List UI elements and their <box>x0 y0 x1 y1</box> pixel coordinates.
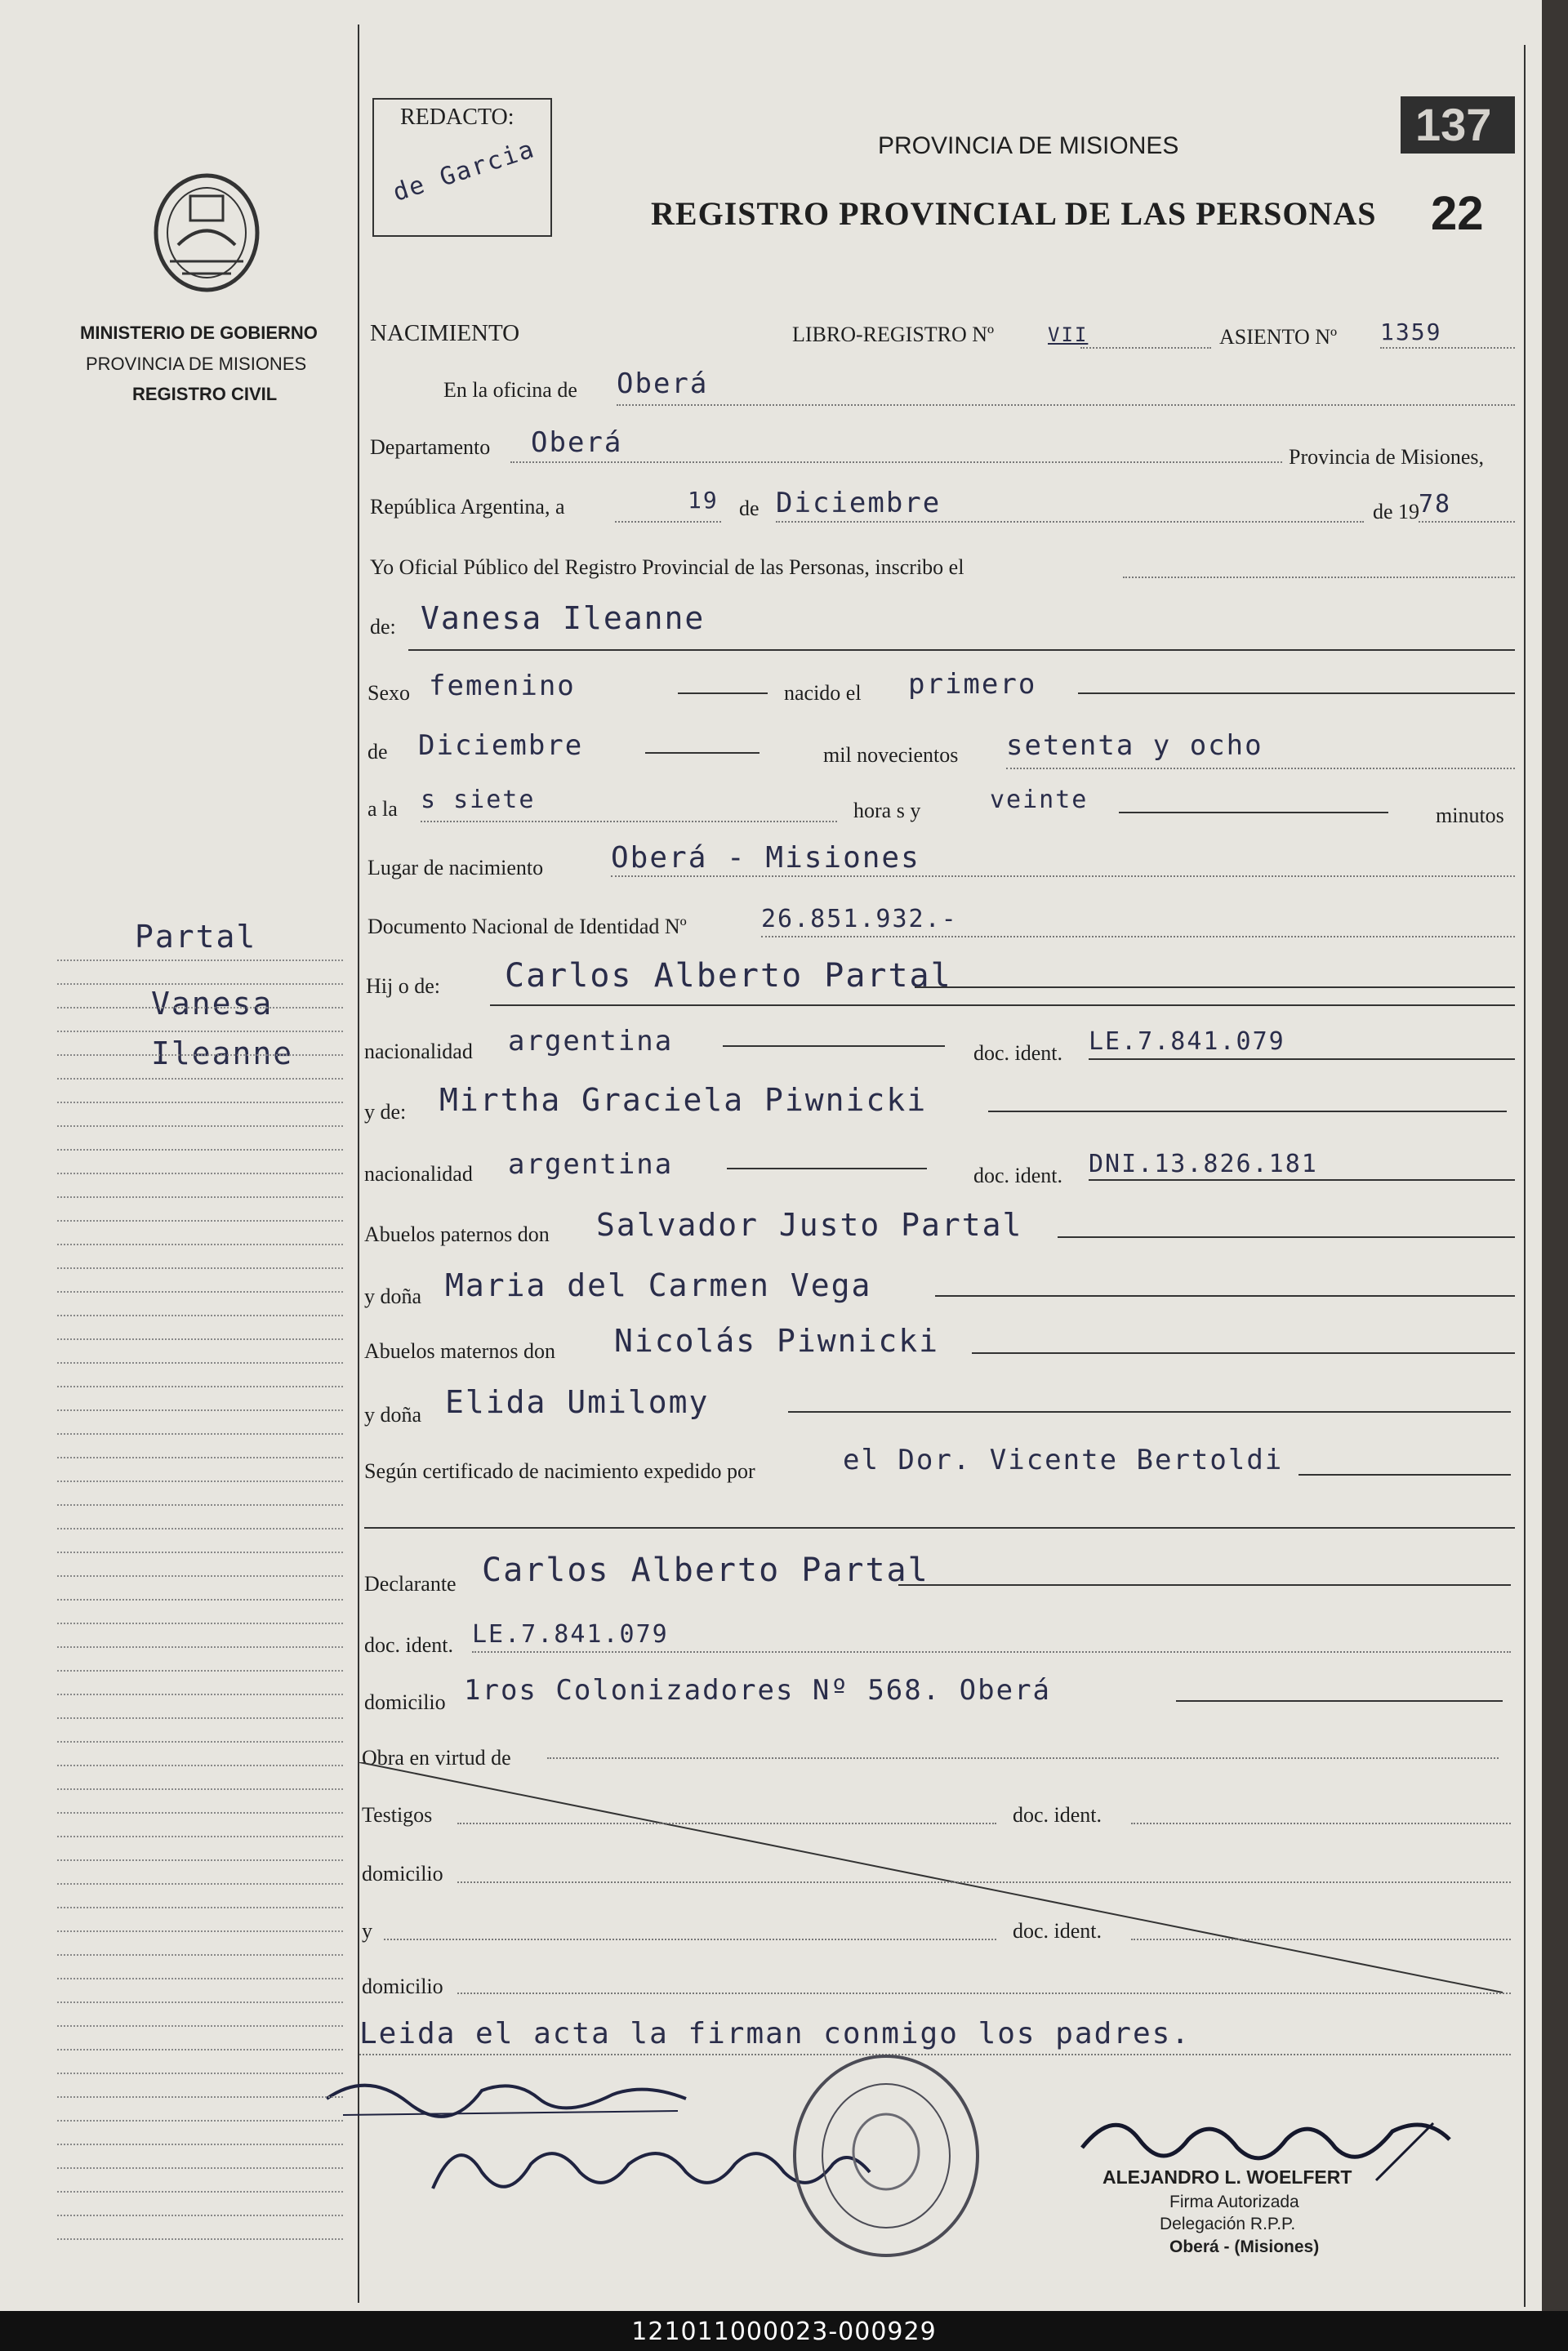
margin-ruled-line <box>57 1717 343 1719</box>
stamp-number: 137 <box>1415 99 1492 150</box>
anio-label: de 19 <box>1373 500 1420 523</box>
margin-ruled-line <box>57 1054 343 1056</box>
republica-label: República Argentina, a <box>370 495 565 519</box>
province-line: PROVINCIA DE MISIONES <box>86 354 307 374</box>
margin-ruled-line <box>57 1149 343 1151</box>
yo-oficial-text: Yo Oficial Público del Registro Provincial de las Personas, inscribo el <box>370 555 964 579</box>
horas-label: hora s y <box>853 799 921 822</box>
anio-value: 78 <box>1419 490 1452 519</box>
dni-label: Documento Nacional de Identidad Nº <box>368 915 687 938</box>
asiento-value: 1359 <box>1380 318 1442 345</box>
official-delegacion: Delegación R.P.P. <box>1160 2215 1296 2233</box>
father-signature <box>318 2066 694 2131</box>
margin-ruled-line <box>57 1954 343 1956</box>
ab-pat-value: Salvador Justo Partal <box>596 1207 1023 1243</box>
declarante-value: Carlos Alberto Partal <box>482 1552 929 1589</box>
margin-ruled-line <box>57 2025 343 2027</box>
redacto-signature: de Garcia <box>390 134 539 208</box>
test-dom-label: domicilio <box>362 1862 443 1886</box>
doc-padre-label: doc. ident. <box>973 1041 1063 1065</box>
margin-ruled-line <box>57 2001 343 2003</box>
de-label: de <box>739 496 760 520</box>
ab-mat-value: Nicolás Piwnicki <box>614 1323 940 1359</box>
redacto-box <box>372 98 552 237</box>
margin-ruled-line <box>57 1457 343 1458</box>
ala-label: a la <box>368 797 398 821</box>
margin-ruled-line <box>57 2073 343 2074</box>
doc-madre-value: DNI.13.826.181 <box>1089 1150 1318 1178</box>
official-name: ALEJANDRO L. WOELFERT <box>1102 2166 1352 2188</box>
footer-bar <box>0 2311 1568 2351</box>
doc-padre-value: LE.7.841.079 <box>1089 1027 1285 1056</box>
oficina-label: En la oficina de <box>443 378 577 402</box>
lugar-value: Oberá - Misiones <box>611 841 920 875</box>
margin-ruled-line <box>57 1244 343 1245</box>
redacto-label: REDACTO: <box>400 105 514 130</box>
margin-ruled-line <box>57 2144 343 2145</box>
stamp-number-box <box>1401 96 1515 154</box>
margin-ruled-line <box>57 1646 343 1648</box>
margin-ruled-line <box>57 1078 343 1080</box>
anio-text-value: setenta y ocho <box>1006 729 1263 762</box>
cancel-diagonal-line <box>359 1762 1527 1999</box>
y-doc-label: doc. ident. <box>1013 1919 1102 1943</box>
minutos-label: minutos <box>1436 804 1504 827</box>
margin-ruled-line <box>57 1528 343 1529</box>
registry-title: REGISTRO PROVINCIAL DE LAS PERSONAS <box>651 195 1377 232</box>
margin-ruled-line <box>57 1031 343 1032</box>
nac-padre-label: nacionalidad <box>364 1040 473 1063</box>
margin-ruled-line <box>57 1883 343 1885</box>
sexo-label: Sexo <box>368 681 410 705</box>
margin-ruled-line <box>57 1409 343 1411</box>
certificado-value: el Dor. Vicente Bertoldi <box>843 1444 1284 1476</box>
obra-label: Obra en virtud de <box>362 1746 511 1770</box>
margin-ruled-line <box>57 1575 343 1577</box>
ab-mat-dona-label: y doña <box>364 1403 422 1427</box>
margin-ruled-line <box>57 2049 343 2050</box>
margin-ruled-line <box>57 1291 343 1293</box>
departamento-value: Oberá <box>531 426 623 459</box>
margin-ruled-line <box>57 2096 343 2098</box>
margin-ruled-line <box>57 2120 343 2122</box>
margin-ruled-line <box>57 1481 343 1482</box>
margin-ruled-line <box>57 983 343 985</box>
nacido-label: nacido el <box>784 681 862 705</box>
nombre-value: Vanesa Ileanne <box>421 600 706 636</box>
margin-ruled-line <box>57 1125 343 1127</box>
nacimiento-label: NACIMIENTO <box>370 320 520 346</box>
margin-note-name1: Vanesa <box>151 986 274 1022</box>
margin-ruled-line <box>57 1741 343 1743</box>
ab-pat-label: Abuelos paternos don <box>364 1222 550 1246</box>
testigos-label: Testigos <box>362 1803 433 1827</box>
margin-ruled-line <box>57 2238 343 2240</box>
hora-value: s siete <box>421 786 536 814</box>
declarante-label: Declarante <box>364 1572 457 1596</box>
margin-ruled-line <box>57 1859 343 1861</box>
nacido-value: primero <box>908 668 1037 701</box>
ministry-line: MINISTERIO DE GOBIERNO <box>80 323 318 343</box>
lugar-label: Lugar de nacimiento <box>368 856 544 879</box>
decl-doc-value: LE.7.841.079 <box>472 1620 669 1649</box>
asiento-label: ASIENTO Nº <box>1219 325 1338 349</box>
y-dom-label: domicilio <box>362 1975 443 1998</box>
margin-ruled-line <box>57 1930 343 1932</box>
margin-ruled-line <box>57 1196 343 1198</box>
domicilio-label: domicilio <box>364 1690 446 1714</box>
margin-ruled-line <box>57 1812 343 1814</box>
page-binding-edge <box>1542 0 1568 2311</box>
decl-doc-label: doc. ident. <box>364 1633 454 1657</box>
closing-statement: Leida el acta la firman conmigo los padres. <box>359 2017 1191 2050</box>
test-doc-label: doc. ident. <box>1013 1803 1102 1827</box>
oficina-value: Oberá <box>617 367 709 400</box>
doc-madre-label: doc. ident. <box>973 1164 1063 1187</box>
margin-ruled-line <box>57 1173 343 1174</box>
departamento-label: Departamento <box>370 435 491 459</box>
libro-label: LIBRO-REGISTRO Nº <box>792 323 995 346</box>
margin-ruled-line <box>57 1007 343 1009</box>
margin-ruled-line <box>57 1267 343 1269</box>
registro-civil-line: REGISTRO CIVIL <box>132 384 278 404</box>
mil-label: mil novecientos <box>823 743 959 767</box>
de-colon-label: de: <box>370 615 396 639</box>
footer-document-id: 121011000023-000929 <box>631 2318 937 2346</box>
official-rubber-stamp <box>784 2050 988 2262</box>
margin-ruled-line <box>57 1433 343 1435</box>
mes-value: Diciembre <box>776 487 942 519</box>
official-place: Oberá - (Misiones) <box>1169 2237 1320 2256</box>
hijo-label: Hij o de: <box>366 974 440 998</box>
mes2-value: Diciembre <box>418 729 584 762</box>
margin-ruled-line <box>57 960 343 961</box>
ab-mat-dona-value: Elida Umilomy <box>445 1384 710 1420</box>
margin-ruled-line <box>57 2215 343 2216</box>
margin-ruled-line <box>57 1338 343 1340</box>
margin-ruled-line <box>57 1978 343 1979</box>
margin-ruled-line <box>57 2167 343 2169</box>
padre-value: Carlos Alberto Partal <box>505 957 952 995</box>
de2-label: de <box>368 740 388 764</box>
margin-ruled-line <box>57 1670 343 1672</box>
margin-ruled-line <box>57 1907 343 1908</box>
provincia-suffix: Provincia de Misiones, <box>1289 445 1485 469</box>
sexo-value: femenino <box>429 670 576 702</box>
margin-ruled-line <box>57 1694 343 1695</box>
nac-madre-value: argentina <box>508 1148 674 1181</box>
coat-of-arms-seal <box>145 167 268 298</box>
ab-mat-label: Abuelos maternos don <box>364 1339 555 1363</box>
nac-madre-label: nacionalidad <box>364 1162 473 1186</box>
margin-ruled-line <box>57 1836 343 1837</box>
margin-ruled-line <box>57 1788 343 1790</box>
margin-ruled-line <box>57 1765 343 1766</box>
margin-ruled-line <box>57 2191 343 2193</box>
margin-note-surname: Partal <box>135 919 257 955</box>
margin-ruled-line <box>57 1623 343 1624</box>
province-header: PROVINCIA DE MISIONES <box>878 132 1179 159</box>
margin-ruled-line <box>57 1220 343 1222</box>
margin-ruled-line <box>57 1552 343 1553</box>
dni-value: 26.851.932.- <box>761 905 958 933</box>
dia-value: 19 <box>688 487 719 514</box>
y-label: y <box>362 1919 372 1943</box>
margin-ruled-line <box>57 1362 343 1364</box>
minutos-value: veinte <box>990 786 1089 814</box>
madre-value: Mirtha Graciela Piwnicki <box>439 1082 928 1118</box>
libro-value: VII <box>1048 323 1089 346</box>
nac-padre-value: argentina <box>508 1025 674 1058</box>
certificado-label: Según certificado de nacimiento expedido por <box>364 1459 755 1483</box>
domicilio-value: 1ros Colonizadores Nº 568. Oberá <box>464 1674 1052 1707</box>
margin-ruled-line <box>57 1504 343 1506</box>
yde-label: y de: <box>364 1100 407 1124</box>
page-number: 22 <box>1431 187 1484 240</box>
margin-ruled-line <box>57 1599 343 1601</box>
margin-ruled-line <box>57 1102 343 1103</box>
margin-ruled-line <box>57 1386 343 1387</box>
margin-note-name2: Ileanne <box>151 1035 294 1071</box>
ab-pat-dona-value: Maria del Carmen Vega <box>445 1267 872 1303</box>
ab-pat-dona-label: y doña <box>364 1285 422 1308</box>
official-title: Firma Autorizada <box>1169 2193 1299 2211</box>
margin-ruled-line <box>57 1315 343 1316</box>
